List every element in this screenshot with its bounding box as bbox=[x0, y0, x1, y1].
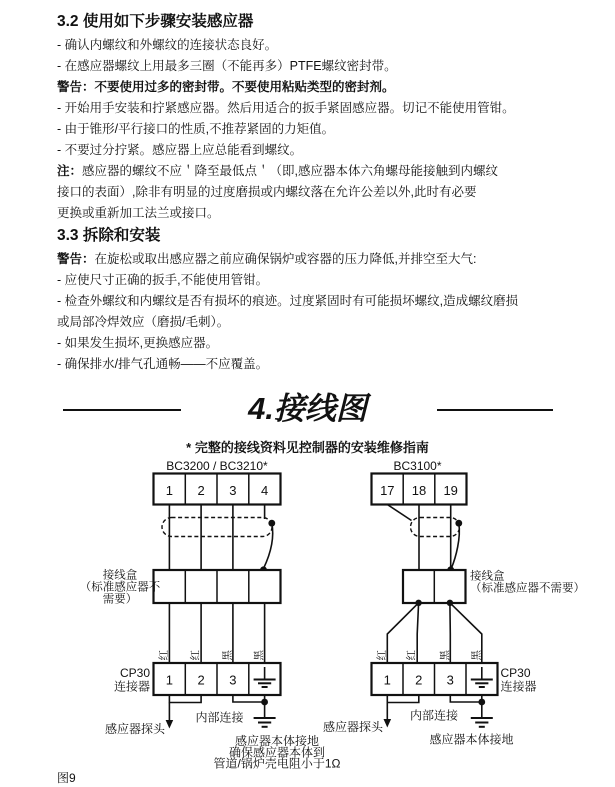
cp30-label: CP30 bbox=[500, 666, 531, 680]
wire bbox=[387, 505, 411, 521]
wiring-note: * 完整的接线资料见控制器的安装维修指南 bbox=[186, 440, 429, 455]
wire-color-label: 红 bbox=[189, 650, 202, 661]
wire-color-label: 黑 bbox=[221, 650, 234, 661]
cable-screen bbox=[411, 518, 460, 537]
wire-color-label: 黑 bbox=[438, 650, 451, 661]
diagram-left bbox=[80, 459, 341, 771]
controller-title: BC3200 / BC3210* bbox=[166, 459, 268, 473]
terminal-number: 18 bbox=[411, 483, 427, 498]
section-4-title: 4.接线图 bbox=[248, 391, 367, 426]
ground-note: 确保感应器本体到 bbox=[228, 745, 326, 760]
terminal-number: 17 bbox=[380, 483, 395, 498]
connector-pin: 1 bbox=[383, 672, 391, 688]
controller-title: BC3100* bbox=[393, 459, 442, 473]
text-line: - 确保排水/排气孔通畅——不应覆盖。 bbox=[57, 357, 269, 371]
ground-note: 感应器本体接地 bbox=[234, 734, 320, 748]
wire-color-label: 红 bbox=[375, 650, 388, 661]
text-line: - 确认内螺纹和外螺纹的连接状态良好。 bbox=[57, 38, 278, 52]
text-line: - 在感应器螺纹上用最多三圈（不能再多）PTFE螺纹密封带。 bbox=[57, 59, 397, 73]
text-line: - 应使尺寸正确的扳手,不能使用管钳。 bbox=[57, 273, 269, 287]
connector-pin: 3 bbox=[229, 672, 237, 688]
junction-box-label: （标准感应器不 bbox=[79, 581, 161, 594]
internal-link bbox=[387, 695, 419, 703]
cp30-label: 连接器 bbox=[500, 679, 537, 694]
junction-box-label: （标准感应器不需要） bbox=[470, 582, 585, 595]
probe-arrow-icon bbox=[384, 719, 392, 728]
wire-color-label: 红 bbox=[405, 650, 418, 661]
internal-connection-label: 内部连接 bbox=[195, 710, 244, 725]
junction-box-label: 接线盒 bbox=[470, 570, 505, 583]
text-line: 更换或重新加工法兰或接口。 bbox=[57, 206, 220, 220]
ground-note: 感应器本体接地 bbox=[429, 732, 514, 747]
section-3-2-title: 3.2 使用如下步骤安装感应器 bbox=[57, 13, 254, 30]
text-line: - 如果发生损坏,更换感应器。 bbox=[57, 336, 219, 350]
section-3-3-title: 3.3 拆除和安装 bbox=[57, 227, 161, 244]
internal-connection-label: 内部连接 bbox=[409, 708, 459, 723]
earth-ground-icon bbox=[254, 718, 276, 727]
wire-color-label: 黑 bbox=[470, 650, 483, 661]
text-line: 或局部冷焊效应（磨损/毛刺）。 bbox=[57, 315, 230, 329]
junction-box-label: 需要） bbox=[102, 593, 138, 606]
terminal-number: 19 bbox=[443, 483, 458, 498]
text-line: - 不要过分拧紧。感应器上应总能看到螺纹。 bbox=[57, 143, 303, 157]
connector-pin: 3 bbox=[446, 672, 454, 688]
wire-color-label: 红 bbox=[157, 650, 170, 661]
screen-drain-wire bbox=[451, 523, 459, 568]
text-line: - 开始用手安装和拧紧感应器。然后用适合的扳手紧固感应器。切记不能使用管钳。 bbox=[57, 101, 515, 115]
text-line: 注：感应器的螺纹不应＇降至最低点＇（即,感应器本体六角螺母能接触到内螺纹 bbox=[57, 164, 498, 178]
terminal-number: 3 bbox=[229, 483, 237, 498]
earth-ground-icon bbox=[471, 718, 493, 727]
connector-pin: 2 bbox=[415, 672, 423, 688]
text-line: - 检查外螺纹和内螺纹是否有损坏的痕迹。过度紧固时有可能损坏螺纹,造成螺纹磨损 bbox=[57, 294, 519, 308]
probe-label: 感应器探头 bbox=[322, 720, 383, 734]
text-line: 警告：在旋松或取出感应器之前应确保锅炉或容器的压力降低,并排空至大气: bbox=[57, 252, 477, 266]
internal-link bbox=[169, 695, 201, 703]
text-line: 警告：不要使用过多的密封带。不要使用粘贴类型的密封剂。 bbox=[57, 80, 395, 94]
text-line: 接口的表面）,除非有明显的过度磨损或内螺纹落在允许公差以外,此时有必要 bbox=[57, 185, 477, 199]
connector-pin: 2 bbox=[197, 672, 205, 688]
terminal-number: 1 bbox=[165, 483, 174, 498]
probe-label: 感应器探头 bbox=[104, 722, 165, 736]
cable-screen bbox=[162, 518, 272, 537]
ground-note: 管道/锅炉壳电阻小于1Ω bbox=[213, 756, 341, 771]
figure-label: 图9 bbox=[57, 771, 76, 785]
wire-color-label: 黑 bbox=[253, 650, 266, 661]
diagram-right bbox=[323, 459, 585, 747]
terminal-number: 2 bbox=[197, 483, 205, 498]
terminal-number: 4 bbox=[260, 483, 269, 498]
connector-pin: 1 bbox=[165, 672, 174, 688]
probe-arrow-icon bbox=[166, 720, 174, 729]
cp30-label: CP30 bbox=[119, 666, 150, 680]
junction-box-label: 接线盒 bbox=[102, 569, 138, 582]
cp30-label: 连接器 bbox=[113, 679, 150, 694]
text-line: - 由于锥形/平行接口的性质,不推荐紧固的力矩值。 bbox=[57, 122, 335, 136]
